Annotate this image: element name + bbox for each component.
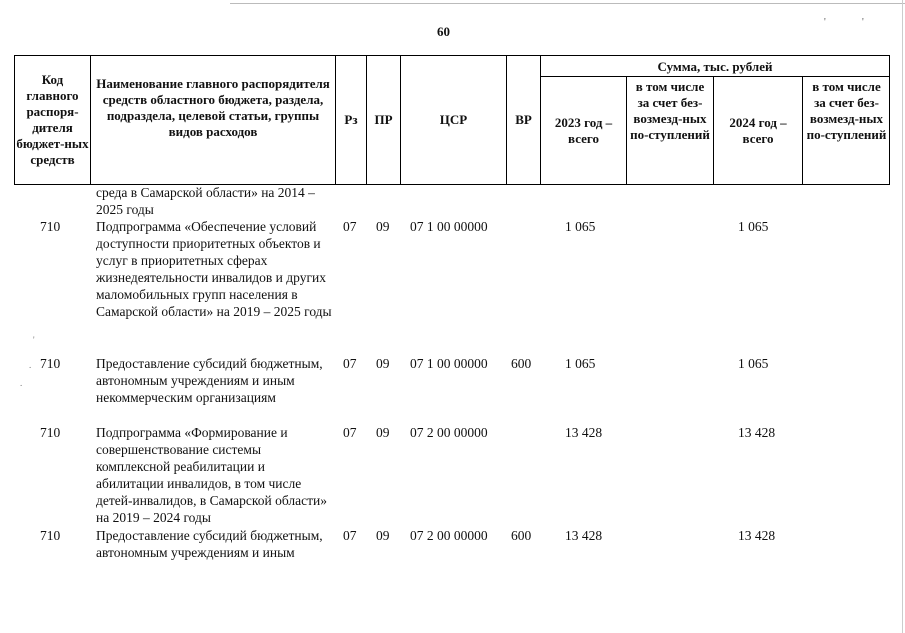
header-table [14,55,890,185]
page-number: 60 [437,24,450,39]
row-4-name: Предоставление субсидий бюджетным, автономным учреждениям и иным [96,528,323,560]
row-2-rz: 07 [343,356,357,371]
row-1-sum-2024: 1 065 [738,219,769,234]
header-pr: ПР [374,112,393,127]
scan-edge-right [902,0,903,633]
row-1-code: 710 [40,219,61,234]
row-4-pr: 09 [376,528,390,543]
row-4-code: 710 [40,528,61,543]
row-4-sum-2024: 13 428 [738,528,776,543]
row-2-sum-2024: 1 065 [738,356,769,371]
row-2-sum-2023: 1 065 [565,356,596,371]
header-sum: Сумма, тыс. рублей [657,58,773,74]
row-4-sum-2023: 13 428 [565,528,603,543]
header-name: Наименование главного распорядителя средств областного бюджета, раздела, подраздела, целевой статьи, группы видов расходов [96,76,330,139]
row-3-rz: 07 [343,425,357,440]
row-2-code: 710 [40,356,61,371]
header-2023-free: в том числе за счет без-возмезд-ных по-ступлений [630,79,710,142]
scan-speck: ' [33,335,35,345]
row-3-csr: 07 2 00 00000 [410,425,488,440]
row-0-name: среда в Самарской области» на 2014 – 2025 годы [96,185,315,217]
header-2023-total: 2023 год – всего [554,114,613,146]
row-1-csr: 07 1 00 00000 [410,219,488,234]
row-2-csr: 07 1 00 00000 [410,356,488,371]
row-2-pr: 09 [376,356,390,371]
header-code: Код главного распоря-дителя бюджет-ных средств [16,72,89,167]
row-4-csr: 07 2 00 00000 [410,528,488,543]
row-2-name: Предоставление субсидий бюджетным, автономным учреждениям и иным некоммерческим организациям [96,356,323,405]
row-1-name: Подпрограмма «Обеспечение условий доступности приоритетных объектов и услуг в приоритетных сферах жизнедеятельности инвалидов и других маломобильных групп населения в Самарской области» на 2019 – 2025 годы [96,219,332,319]
row-3-sum-2024: 13 428 [738,425,776,440]
scan-edge-top [230,3,905,4]
scan-speck: . [29,360,32,370]
header-rz: Рз [344,112,358,127]
scan-speck: ' [862,17,864,28]
row-3-sum-2023: 13 428 [565,425,603,440]
header-vr: ВР [515,112,532,127]
row-1-rz: 07 [343,219,357,234]
row-3-code: 710 [40,425,61,440]
row-3-name: Подпрограмма «Формирование и совершенствование системы комплексной реабилитации и абилитации инвалидов, в том числе детей-инвалидов, в Самарской области» на 2019 – 2024 годы [96,425,327,525]
scan-speck: . [20,378,23,388]
header-csr: ЦСР [439,112,468,127]
row-1-pr: 09 [376,219,390,234]
header-2024-free: в том числе за счет без-возмезд-ных по-ступлений [806,79,887,142]
row-4-vr: 600 [511,528,532,543]
row-1-sum-2023: 1 065 [565,219,596,234]
row-3-pr: 09 [376,425,390,440]
header-2024-total: 2024 год – всего [729,114,787,146]
row-4-rz: 07 [343,528,357,543]
scan-speck: ' [824,17,826,28]
row-2-vr: 600 [511,356,532,371]
